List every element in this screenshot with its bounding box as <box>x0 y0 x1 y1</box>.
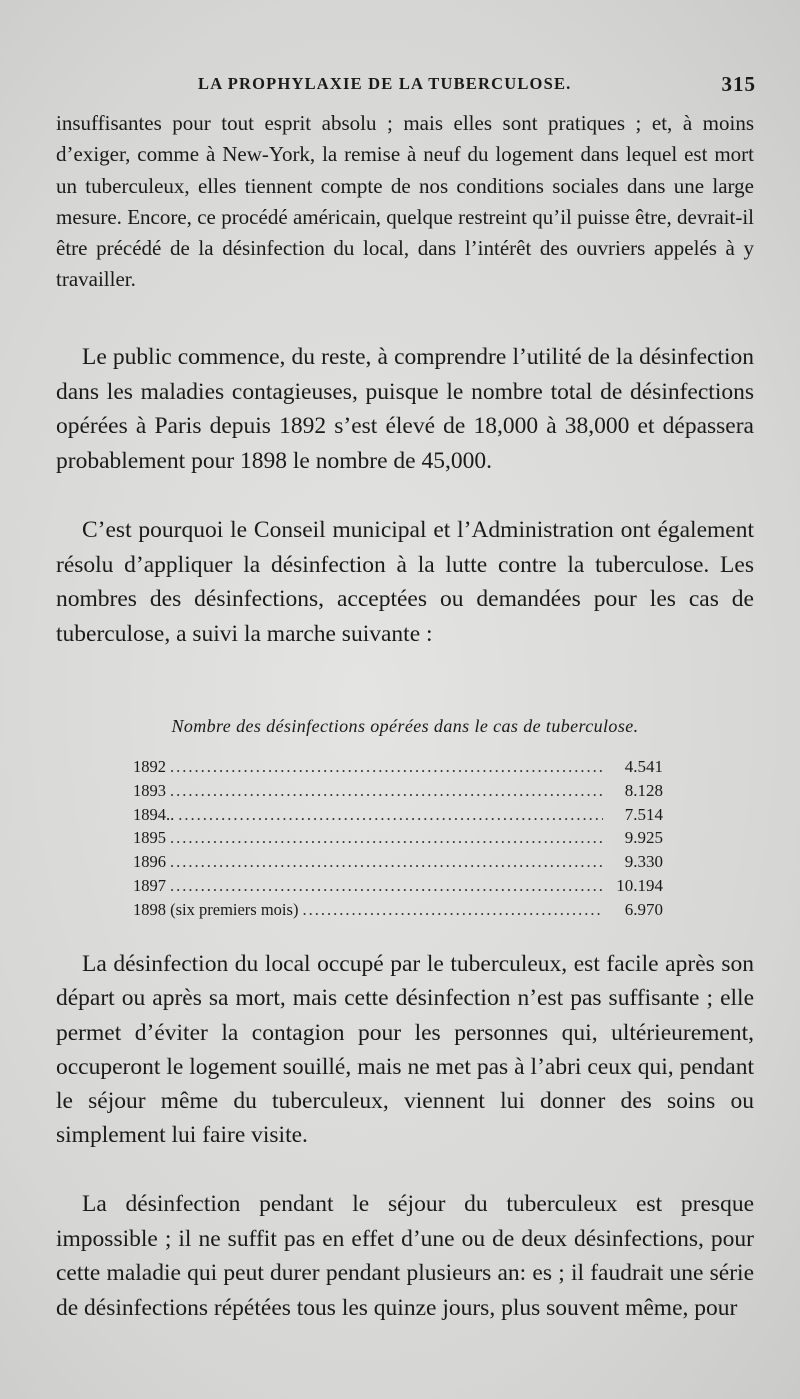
paragraph-disinfection-during-stay: La désinfection pendant le séjour du tuberculeux est presque impossible ; il ne suffit pas en effet d’une ou de deux désinfections, pour cette maladie qui peut durer pendant plusieurs an: es ; il faudrait une série de désinfections répétées tous les quinze jours, plus souvent même, pour <box>56 1191 754 1321</box>
table-row-year: 1893 <box>133 780 166 800</box>
table-row-count: 7.514 <box>624 804 663 824</box>
leader-dots <box>170 876 603 896</box>
page-number: 315 <box>721 72 756 96</box>
table-row <box>133 781 663 805</box>
table-row <box>133 852 663 876</box>
leader-dots <box>170 828 603 848</box>
paragraph-local-disinfection: La désinfection du local occupé par le tuberculeux, est facile après son départ ou après sa mort, mais cette désinfection n’est pas suffisante ; elle permet d’éviter la contagion pour les personnes qui, ultérieurement, occuperont le logement souillé, mais ne met pas à l’abri ceux qui, pendant le séjour même du tuberculeux, viennent lui donner des soins ou simplement lui faire visite. <box>56 951 754 1149</box>
table-caption: Nombre des désinfections opérées dans le cas de tuberculose. <box>171 716 639 736</box>
disinfection-table <box>133 757 663 924</box>
table-row <box>133 828 663 852</box>
table-row-year: 1892 <box>133 757 166 776</box>
running-title: LA PROPHYLAXIE DE LA TUBERCULOSE. <box>198 74 572 93</box>
table-row-year: 1895 <box>133 828 166 848</box>
leader-dots <box>302 900 603 920</box>
table-row-year: 1897 <box>133 875 166 895</box>
running-head <box>56 72 756 102</box>
paragraph-continuation: insuffisantes pour tout esprit absolu ; mais elles sont pratiques ; et, à moins d’exiger, comme à New-York, la remise à neuf du logement dans lequel est mort un tuberculeux, elles tiennent compte de nos conditions sociales dans une large mesure. Encore, ce procédé américain, quelque restreint qu’il puisse être, devrait-il être précédé de la désinfection du local, dans l’intérêt des ouvriers appelés à y travailler. <box>56 111 754 292</box>
table-row <box>133 876 663 900</box>
table-row-count: 8.128 <box>624 780 663 800</box>
table-row-year: 1896 <box>133 852 166 872</box>
table-row-count: 9.925 <box>624 828 663 848</box>
table-row-year: 1898 (six premiers mois) <box>133 899 299 919</box>
table-row-count: 10.194 <box>616 875 663 895</box>
leader-dots <box>170 852 603 872</box>
table-row-count: 4.541 <box>624 757 663 776</box>
paragraph-public-disinfection: Le public commence, du reste, à comprendre l’utilité de la désinfection dans les maladies contagieuses, puisque le nombre total de désinfections opérées à Paris depuis 1892 s’est élevé de 18,000 à 38,000 et dépassera probablement pour 1898 le nombre de 45,000. <box>56 344 754 474</box>
table-row-year: 1894.. <box>133 804 175 824</box>
leader-dots <box>170 757 603 777</box>
paragraph-municipal-council: C’est pourquoi le Conseil municipal et l’Administration ont également résolu d’appliquer la désinfection à la lutte contre la tuberculose. Les nombres des désinfections, acceptées ou demandées pour les cas de tuberculose, a suivi la marche suivante : <box>56 517 754 647</box>
table-row <box>133 757 663 781</box>
table-row-count: 6.970 <box>624 899 663 919</box>
table-row <box>133 900 663 924</box>
table-row <box>133 805 663 829</box>
leader-dots <box>178 805 603 825</box>
leader-dots <box>170 781 603 801</box>
table-row-count: 9.330 <box>624 852 663 872</box>
